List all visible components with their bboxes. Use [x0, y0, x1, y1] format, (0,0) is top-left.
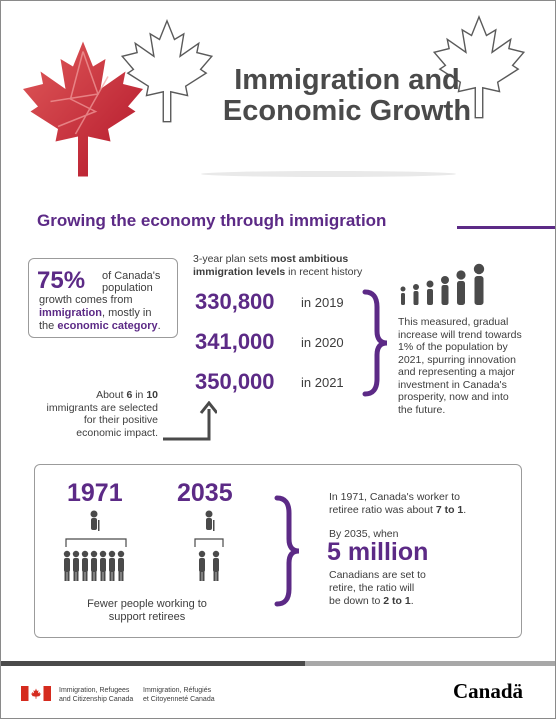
title-line-2: Economic Growth [222, 95, 472, 127]
ratio-2035-line-4: be down to 2 to 1. [329, 595, 414, 607]
stat-text-4: immigration, mostly in [39, 307, 152, 319]
ratio-1971-line-1: In 1971, Canada's worker to [329, 491, 460, 503]
stat-text-5: the economic category. [39, 320, 161, 332]
level-2020-number: 341,000 [195, 329, 275, 354]
title-line-1: Immigration and [234, 64, 460, 96]
canada-flag-icon [21, 686, 51, 701]
department-name-en: Immigration, Refugees and Citizenship Canada [59, 687, 134, 703]
stat-text-1: of Canada's [102, 270, 161, 282]
plan-heading: 3-year plan sets most ambitious immigration levels in recent history [193, 253, 363, 278]
side-note-line: 1% of the population by [398, 341, 508, 353]
year-2035: 2035 [177, 479, 233, 507]
ratio-2035-line-2: Canadians are set to [329, 569, 426, 581]
side-note-line: increase will trend towards [398, 328, 522, 341]
level-2021-number: 350,000 [195, 369, 275, 394]
ratio-1971-line-2: retiree ratio was about 7 to 1. [329, 504, 467, 516]
stat-percent: 75% [37, 267, 86, 294]
right-brace-icon [361, 289, 389, 397]
level-2019-number: 330,800 [195, 289, 275, 314]
side-note-line: This measured, gradual [398, 316, 509, 328]
stat-text-3: growth comes from [39, 294, 133, 306]
level-2020-year: in 2020 [301, 335, 344, 350]
canada-wordmark: Canadä [453, 679, 524, 703]
stat-text-2: population [102, 282, 153, 294]
year-1971: 1971 [67, 479, 123, 507]
side-note-line: and representing a major [398, 366, 515, 378]
ratio-2035-line-3: retire, the ratio will [329, 582, 415, 594]
side-note-line: investment in Canada's [398, 378, 507, 391]
level-2019-year: in 2019 [301, 295, 344, 310]
right-brace-icon [273, 495, 301, 607]
five-million: 5 million [327, 538, 429, 566]
page-title [197, 65, 497, 127]
title-shadow [201, 171, 456, 177]
workers-1971-icon [61, 509, 131, 589]
growing-people-icon [399, 259, 499, 309]
workers-2035-icon [189, 509, 229, 589]
footer-bar [305, 661, 556, 666]
side-note-line: 2021, spurring innovation [398, 353, 516, 366]
ratio-2035-line-1: By 2035, when [329, 528, 399, 540]
side-note-line: the future. [398, 403, 446, 416]
level-2021-year: in 2021 [301, 375, 344, 390]
up-arrow-icon [161, 401, 217, 443]
fewer-workers-caption: Fewer people working to support retirees [87, 598, 207, 623]
side-note-line: prosperity, now and into [398, 391, 509, 403]
footer-bar [1, 661, 305, 666]
side-note [398, 316, 548, 416]
section-heading: Growing the economy through immigration [37, 211, 387, 230]
section-rule [457, 226, 555, 229]
selection-note: About 6 in 10 immigrants are selected for their positive economic impact. [46, 389, 158, 439]
department-name-fr: Immigration, Réfugiés et Citoyenneté Canada [143, 687, 215, 703]
